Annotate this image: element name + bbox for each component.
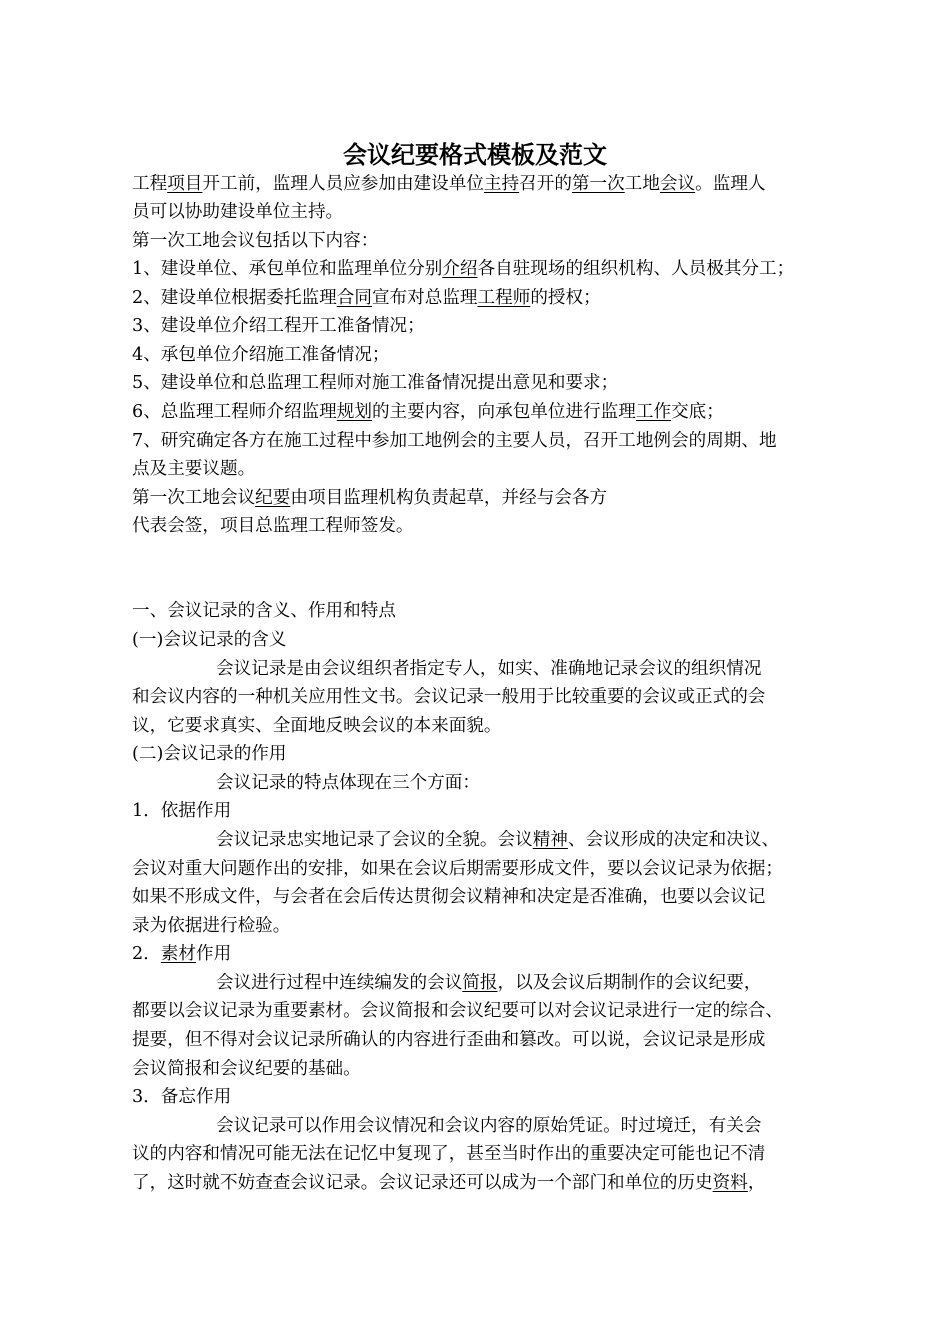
document-title: 会议纪要格式模板及范文: [343, 140, 607, 169]
link-gongchengshi[interactable]: 工程师: [477, 288, 531, 308]
subheading-2: (二)会议记录的作用: [132, 744, 287, 764]
para-5-line-3: 了，这时就不妨查查会议记录。会议记录还可以成为一个部门和单位的历史资料，: [132, 1173, 766, 1193]
list-item-1: 1、建设单位、承包单位和监理单位分别介绍各自驻现场的组织机构、人员极其分工；: [132, 259, 795, 279]
list-item-2: 2、建设单位根据委托监理合同宣布对总监理工程师的授权；: [132, 288, 601, 308]
intro-line-3: 第一次工地会议包括以下内容：: [132, 231, 379, 251]
point-1-heading: 1．依据作用: [132, 801, 232, 821]
list-item-5: 5、建设单位和总监理工程师对施工准备情况提出意见和要求；: [132, 373, 619, 393]
list-item-4: 4、承包单位介绍施工准备情况；: [132, 345, 390, 365]
subheading-1: (一)会议记录的含义: [132, 630, 287, 650]
link-huiyi[interactable]: 会议: [659, 174, 696, 194]
section-heading: 一、会议记录的含义、作用和特点: [132, 601, 396, 621]
para-4-line-1: 会议进行过程中连续编发的会议简报，以及会议后期制作的会议纪要，: [216, 973, 762, 993]
para-3-line-2: 会议对重大问题作出的安排，如果在会议后期需要形成文件，要以会议记录为依据；: [132, 859, 783, 879]
summary-line-1: 第一次工地会议纪要由项目监理机构负责起草，并经与会各方: [132, 488, 608, 508]
para-5-line-1: 会议记录可以作用会议情况和会议内容的原始凭证。时过境迁，有关会: [216, 1116, 762, 1136]
link-jingshen[interactable]: 精神: [532, 830, 568, 850]
intro-line-2: 员可以协助建设单位主持。: [132, 202, 344, 222]
para-3-line-3: 如果不形成文件，与会者在会后传达贯彻会议精神和决定是否准确，也要以会议记: [132, 887, 766, 907]
link-ziliao[interactable]: 资料: [712, 1173, 748, 1193]
para-2: 会议记录的特点体现在三个方面：: [216, 773, 480, 793]
para-1-line-3: 议，它要求真实、全面地反映会议的本来面貌。: [132, 716, 502, 736]
link-sucai[interactable]: 素材: [160, 944, 196, 964]
para-4-line-2: 都要以会议记录为重要素材。会议简报和会议纪要可以对会议记录进行一定的综合、: [132, 1001, 783, 1021]
link-hetong[interactable]: 合同: [336, 288, 372, 308]
link-zhuchi[interactable]: 主持: [483, 174, 520, 194]
link-jianbao[interactable]: 简报: [462, 973, 498, 993]
list-item-7a: 7、研究确定各方在施工过程中参加工地例会的主要人员，召开工地例会的周期、地: [132, 431, 777, 451]
para-3-line-1: 会议记录忠实地记录了会议的全貌。会议精神、会议形成的决定和决议、: [216, 830, 780, 850]
link-diyici[interactable]: 第一次: [571, 174, 625, 194]
point-2-heading: 2．素材作用: [132, 944, 232, 964]
list-item-6: 6、总监理工程师介绍监理规划的主要内容，向承包单位进行监理工作交底；: [132, 402, 724, 422]
link-jieshao[interactable]: 介绍: [442, 259, 478, 279]
point-3-heading: 3．备忘作用: [132, 1087, 232, 1107]
para-1-line-1: 会议记录是由会议组织者指定专人，如实、准确地记录会议的组织情况: [216, 659, 762, 679]
summary-line-2: 代表会签，项目总监理工程师签发。: [132, 516, 414, 536]
para-1-line-2: 和会议内容的一种机关应用性文书。会议记录一般用于比较重要的会议或正式的会: [132, 687, 766, 707]
link-gongzuo[interactable]: 工作: [635, 402, 672, 422]
para-3-line-4: 录为依据进行检验。: [132, 916, 291, 936]
para-4-line-3: 提要，但不得对会议记录所确认的内容进行歪曲和篡改。可以说，会议记录是形成: [132, 1030, 766, 1050]
list-item-3: 3、建设单位介绍工程开工准备情况；: [132, 316, 425, 336]
link-guihua[interactable]: 规划: [336, 402, 372, 422]
intro-line-1: 工程项目开工前，监理人员应参加由建设单位主持召开的第一次工地会议。监理人: [132, 174, 766, 194]
list-item-7b: 点及主要议题。: [132, 459, 256, 479]
link-xiangmu[interactable]: 项目: [167, 174, 203, 194]
link-jiyao[interactable]: 纪要: [255, 488, 291, 508]
para-4-line-4: 会议简报和会议纪要的基础。: [132, 1059, 361, 1079]
para-5-line-2: 议的内容和情况可能无法在记忆中复现了，甚至当时作出的重要决定可能也记不清: [132, 1144, 766, 1164]
